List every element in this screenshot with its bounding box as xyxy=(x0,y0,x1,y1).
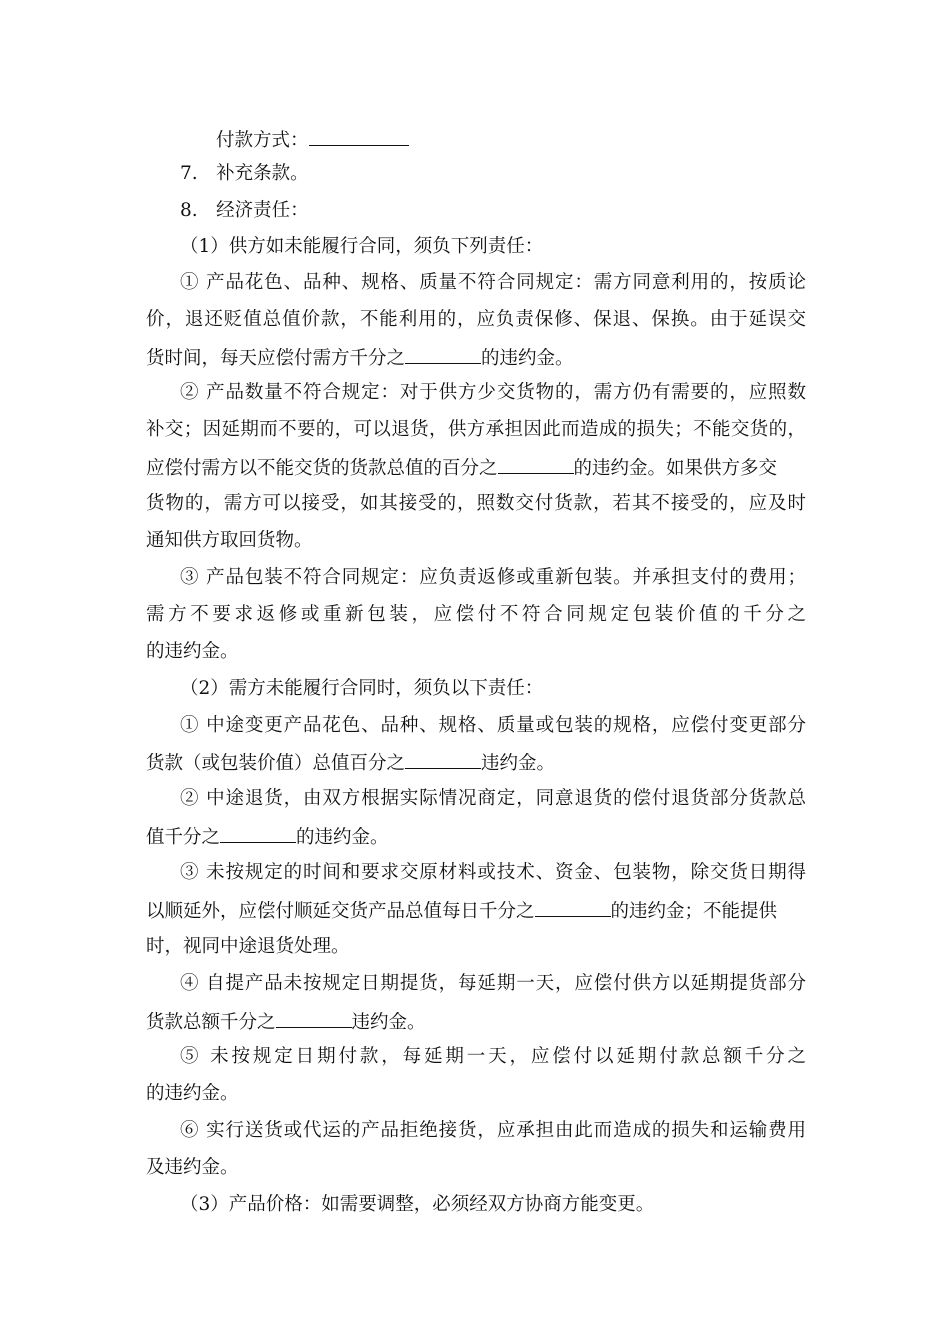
payment-method-line: 付款方式： xyxy=(216,127,409,153)
paragraph-line: ② 产品数量不符合规定：对于供方少交货物的，需方仍有需要的，应照数 xyxy=(180,382,806,403)
paragraph-line: 值千分之 的违约金。 xyxy=(146,824,389,850)
paragraph-line: ⑥ 实行送货或代运的产品拒绝接货，应承担由此而造成的损失和运输费用 xyxy=(180,1120,806,1141)
fill-blank xyxy=(498,455,574,474)
paragraph-line: ③ 产品包装不符合同规定：应负责返修或重新包装。并承担支付的费用； xyxy=(180,567,806,588)
fill-blank xyxy=(276,1009,352,1028)
paragraph-line: 应偿付需方以不能交货的货款总值的百分之 的违约金。如果供方多交 xyxy=(146,455,777,481)
section-2-heading: （2）需方未能履行合同时，须负以下责任： xyxy=(180,678,544,699)
paragraph-line: 需方不要求返修或重新包装，应偿付不符合同规定包装价值的千分之 xyxy=(146,604,806,625)
paragraph-line: 货时间，每天应偿付需方千分之 的违约金。 xyxy=(146,345,574,371)
paragraph-line: 及违约金。 xyxy=(146,1157,239,1178)
paragraph-line: ② 中途退货，由双方根据实际情况商定，同意退货的偿付退货部分货款总 xyxy=(180,788,806,809)
section-1-heading: （1）供方如未能履行合同，须负下列责任： xyxy=(180,236,544,257)
fill-blank xyxy=(220,824,296,843)
section-3-heading: （3）产品价格：如需要调整，必须经双方协商方能变更。 xyxy=(180,1194,655,1215)
fill-blank xyxy=(405,750,481,769)
paragraph-line: 补交；因延期而不要的，可以退货，供方承担因此而造成的损失；不能交货的， xyxy=(146,419,806,440)
fill-blank xyxy=(535,898,611,917)
paragraph-line: 的违约金。 xyxy=(146,1083,239,1104)
clause-7: 7. 补充条款。 xyxy=(180,163,309,184)
fill-blank xyxy=(405,345,481,364)
paragraph-line: 时，视同中途退货处理。 xyxy=(146,936,350,957)
paragraph-line: 货款（或包装价值）总值百分之 违约金。 xyxy=(146,750,555,776)
paragraph-line: ④ 自提产品未按规定日期提货，每延期一天，应偿付供方以延期提货部分 xyxy=(180,973,806,994)
paragraph-line: ③ 未按规定的时间和要求交原材料或技术、资金、包装物，除交货日期得 xyxy=(180,862,806,883)
fill-blank xyxy=(309,127,409,146)
paragraph-line: 通知供方取回货物。 xyxy=(146,530,313,551)
paragraph-line: 的违约金。 xyxy=(146,641,239,662)
paragraph-line: ① 产品花色、品种、规格、质量不符合同规定：需方同意利用的，按质论 xyxy=(180,272,806,293)
paragraph-line: 以顺延外，应偿付顺延交货产品总值每日千分之 的违约金；不能提供 xyxy=(146,898,777,924)
paragraph-line: 价，退还贬值总值价款，不能利用的，应负责保修、保退、保换。由于延误交 xyxy=(146,309,806,330)
paragraph-line: ⑤ 未按规定日期付款，每延期一天，应偿付以延期付款总额千分之 xyxy=(180,1046,806,1067)
paragraph-line: 货款总额千分之 违约金。 xyxy=(146,1009,426,1035)
clause-8: 8. 经济责任： xyxy=(180,200,309,221)
paragraph-line: 货物的，需方可以接受，如其接受的，照数交付货款，若其不接受的，应及时 xyxy=(146,493,806,514)
paragraph-line: ① 中途变更产品花色、品种、规格、质量或包装的规格，应偿付变更部分 xyxy=(180,715,806,736)
